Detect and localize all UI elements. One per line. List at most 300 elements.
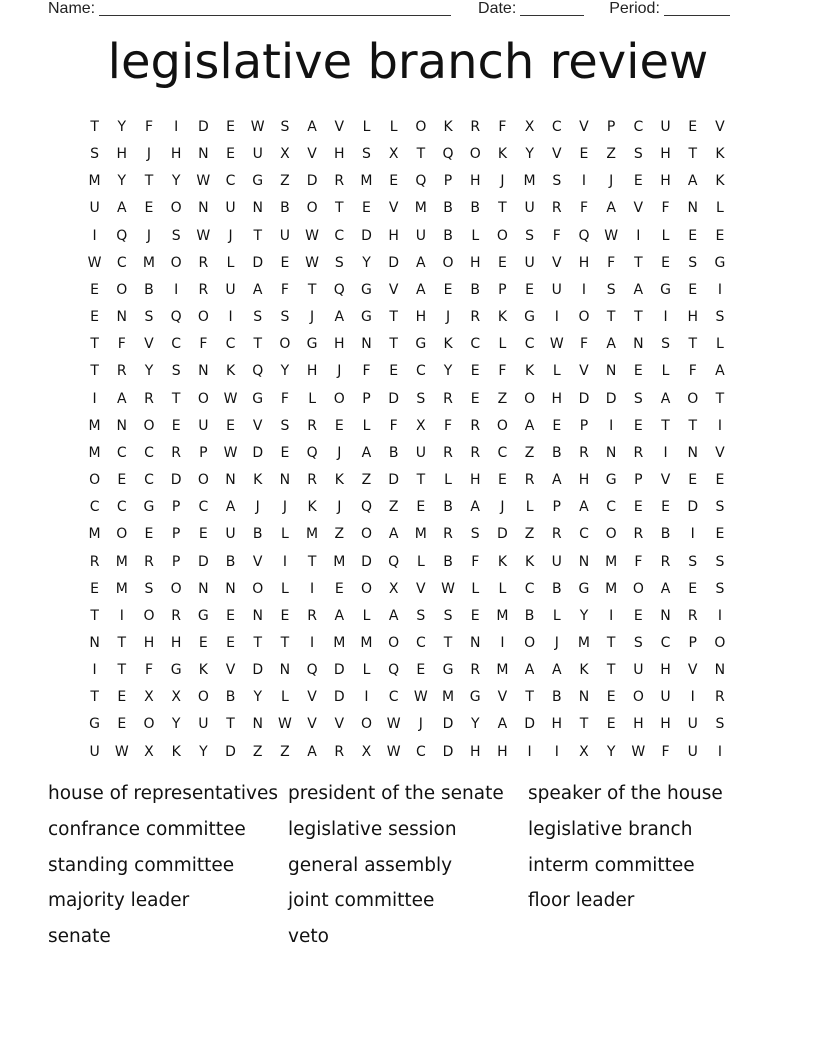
grid-letter[interactable]: D — [225, 743, 236, 760]
grid-letter[interactable]: X — [579, 743, 589, 760]
grid-letter[interactable]: X — [524, 119, 535, 135]
grid-letter[interactable]: C — [116, 499, 127, 516]
grid-letter[interactable]: B — [551, 444, 562, 461]
grid-letter[interactable]: P — [199, 444, 208, 461]
grid-letter[interactable]: P — [362, 390, 371, 407]
grid-letter[interactable]: L — [281, 689, 289, 706]
grid-letter[interactable]: N — [116, 417, 128, 434]
grid-letter[interactable]: W — [305, 254, 320, 271]
grid-letter[interactable]: H — [660, 662, 671, 679]
grid-letter[interactable]: X — [416, 417, 426, 434]
grid-letter[interactable]: S — [334, 254, 344, 271]
grid-letter[interactable]: W — [114, 743, 129, 760]
grid-letter[interactable]: L — [498, 336, 507, 353]
grid-letter[interactable]: T — [715, 390, 725, 407]
grid-letter[interactable]: T — [606, 309, 616, 326]
grid-letter[interactable]: V — [144, 336, 154, 353]
grid-letter[interactable]: U — [89, 200, 100, 217]
grid-letter[interactable]: C — [144, 472, 154, 489]
grid-letter[interactable]: I — [119, 607, 124, 624]
grid-letter[interactable]: V — [252, 417, 263, 434]
grid-letter[interactable]: D — [361, 553, 372, 570]
grid-letter[interactable]: S — [661, 336, 670, 353]
grid-letter[interactable]: R — [171, 607, 182, 624]
grid-letter[interactable]: W — [441, 580, 455, 597]
grid-letter[interactable]: N — [116, 309, 128, 326]
grid-letter[interactable]: L — [552, 363, 561, 380]
grid-letter[interactable]: O — [143, 716, 155, 733]
grid-letter[interactable]: T — [606, 634, 616, 651]
grid-letter[interactable]: E — [280, 254, 290, 271]
grid-letter[interactable]: A — [687, 173, 698, 190]
grid-letter[interactable]: T — [307, 553, 317, 570]
grid-letter[interactable]: V — [715, 119, 725, 135]
grid-letter[interactable]: H — [170, 146, 182, 163]
grid-letter[interactable]: G — [524, 309, 536, 326]
grid-letter[interactable]: V — [687, 662, 698, 679]
grid-letter[interactable]: J — [337, 363, 342, 380]
grid-letter[interactable]: E — [171, 417, 181, 434]
grid-letter[interactable]: X — [144, 743, 154, 760]
grid-letter[interactable]: I — [609, 417, 614, 434]
grid-letter[interactable]: L — [362, 662, 371, 679]
grid-letter[interactable]: G — [197, 607, 209, 624]
grid-letter[interactable]: H — [660, 173, 671, 190]
grid-letter[interactable]: A — [524, 662, 535, 679]
grid-letter[interactable]: O — [143, 417, 155, 434]
grid-letter[interactable]: A — [225, 499, 236, 516]
grid-letter[interactable]: E — [633, 173, 643, 190]
grid-letter[interactable]: G — [252, 390, 264, 407]
grid-letter[interactable]: K — [525, 363, 535, 380]
grid-letter[interactable]: F — [498, 119, 507, 135]
grid-letter[interactable]: W — [604, 227, 619, 244]
grid-letter[interactable]: Z — [388, 499, 399, 516]
grid-letter[interactable]: M — [605, 580, 618, 597]
grid-letter[interactable]: B — [280, 200, 290, 217]
grid-letter[interactable]: W — [305, 227, 320, 244]
grid-letter[interactable]: P — [171, 499, 181, 516]
grid-letter[interactable]: F — [471, 553, 480, 570]
grid-letter[interactable]: J — [554, 634, 559, 651]
grid-letter[interactable]: E — [633, 607, 643, 624]
grid-letter[interactable]: E — [606, 716, 616, 733]
grid-letter[interactable]: X — [388, 146, 399, 163]
grid-letter[interactable]: F — [579, 200, 588, 217]
grid-letter[interactable]: A — [524, 417, 535, 434]
grid-letter[interactable]: F — [280, 390, 289, 407]
grid-letter[interactable]: R — [307, 472, 317, 489]
grid-letter[interactable]: R — [307, 607, 317, 624]
grid-letter[interactable]: S — [688, 553, 698, 570]
grid-letter[interactable]: H — [578, 254, 590, 271]
grid-letter[interactable]: R — [551, 200, 562, 217]
grid-letter[interactable]: I — [500, 634, 505, 651]
grid-letter[interactable]: G — [605, 472, 617, 489]
grid-letter[interactable]: I — [690, 689, 695, 706]
grid-letter[interactable]: F — [199, 336, 208, 353]
grid-letter[interactable]: Y — [144, 363, 154, 380]
grid-letter[interactable]: T — [688, 146, 697, 163]
grid-letter[interactable]: M — [333, 553, 346, 570]
grid-letter[interactable]: R — [633, 444, 644, 461]
grid-letter[interactable]: O — [197, 689, 209, 706]
grid-letter[interactable]: E — [144, 526, 154, 543]
grid-letter[interactable]: Y — [362, 254, 371, 271]
grid-letter[interactable]: Q — [170, 309, 182, 326]
grid-letter[interactable]: B — [252, 526, 263, 543]
grid-letter[interactable]: M — [306, 526, 319, 543]
grid-letter[interactable]: F — [444, 417, 453, 434]
grid-letter[interactable]: Z — [280, 743, 290, 760]
grid-letter[interactable]: S — [525, 227, 535, 244]
grid-letter[interactable]: O — [306, 200, 318, 217]
grid-letter[interactable]: U — [89, 743, 100, 760]
grid-letter[interactable]: H — [334, 146, 345, 163]
grid-letter[interactable]: L — [308, 390, 316, 407]
grid-letter[interactable]: Q — [415, 173, 427, 190]
grid-letter[interactable]: K — [497, 553, 507, 570]
grid-letter[interactable]: D — [197, 553, 209, 570]
grid-letter[interactable]: V — [388, 200, 399, 217]
grid-letter[interactable]: T — [171, 390, 181, 407]
grid-letter[interactable]: Z — [361, 472, 372, 489]
grid-letter[interactable]: L — [552, 607, 561, 624]
grid-letter[interactable]: T — [117, 662, 127, 679]
grid-letter[interactable]: T — [90, 363, 99, 380]
grid-letter[interactable]: D — [333, 689, 345, 706]
grid-letter[interactable]: D — [306, 173, 318, 190]
grid-letter[interactable]: X — [280, 146, 290, 163]
grid-letter[interactable]: H — [143, 634, 155, 651]
grid-letter[interactable]: H — [306, 363, 318, 380]
grid-letter[interactable]: R — [470, 417, 481, 434]
grid-letter[interactable]: W — [196, 173, 211, 190]
grid-letter[interactable]: Y — [470, 716, 480, 733]
grid-letter[interactable]: T — [579, 716, 589, 733]
grid-letter[interactable]: E — [633, 363, 643, 380]
grid-letter[interactable]: U — [524, 200, 535, 217]
grid-letter[interactable]: S — [171, 363, 181, 380]
grid-letter[interactable]: A — [334, 309, 345, 326]
grid-letter[interactable]: S — [144, 580, 154, 597]
grid-letter[interactable]: S — [280, 119, 290, 135]
grid-letter[interactable]: F — [552, 227, 561, 244]
grid-letter[interactable]: E — [497, 254, 507, 271]
grid-letter[interactable]: C — [633, 119, 644, 135]
grid-letter[interactable]: C — [660, 634, 671, 651]
grid-letter[interactable]: J — [337, 444, 342, 461]
grid-letter[interactable]: Q — [333, 281, 345, 298]
grid-letter[interactable]: S — [552, 173, 562, 190]
grid-letter[interactable]: D — [524, 716, 535, 733]
grid-letter[interactable]: T — [335, 200, 344, 217]
grid-letter[interactable]: N — [578, 689, 590, 706]
grid-letter[interactable]: O — [687, 390, 699, 407]
grid-letter[interactable]: O — [170, 254, 182, 271]
grid-letter[interactable]: O — [388, 634, 400, 651]
grid-letter[interactable]: T — [144, 173, 154, 190]
grid-letter[interactable]: A — [715, 363, 725, 380]
grid-letter[interactable]: R — [470, 309, 481, 326]
grid-letter[interactable]: T — [307, 281, 317, 298]
grid-letter[interactable]: V — [551, 146, 562, 163]
grid-letter[interactable]: F — [144, 119, 153, 135]
grid-letter[interactable]: P — [688, 634, 697, 651]
grid-letter[interactable]: C — [116, 254, 127, 271]
grid-letter[interactable]: E — [416, 662, 426, 679]
grid-letter[interactable]: E — [552, 417, 562, 434]
grid-letter[interactable]: H — [334, 336, 345, 353]
grid-letter[interactable]: H — [469, 743, 481, 760]
grid-letter[interactable]: Q — [578, 227, 590, 244]
grid-letter[interactable]: L — [362, 607, 371, 624]
grid-letter[interactable]: V — [416, 580, 426, 597]
grid-letter[interactable]: P — [498, 281, 507, 298]
grid-letter[interactable]: I — [92, 227, 97, 244]
period-field[interactable] — [664, 0, 730, 16]
grid-letter[interactable]: S — [688, 254, 698, 271]
grid-letter[interactable]: A — [388, 607, 399, 624]
grid-letter[interactable]: A — [116, 200, 127, 217]
grid-letter[interactable]: W — [277, 716, 292, 733]
grid-letter[interactable]: H — [388, 227, 399, 244]
grid-letter[interactable]: X — [171, 689, 181, 706]
grid-letter[interactable]: P — [634, 472, 643, 489]
grid-letter[interactable]: J — [228, 227, 233, 244]
grid-letter[interactable]: O — [496, 417, 508, 434]
grid-letter[interactable]: H — [633, 716, 644, 733]
grid-letter[interactable]: A — [388, 526, 399, 543]
grid-letter[interactable]: J — [445, 309, 451, 326]
grid-letter[interactable]: J — [282, 499, 287, 516]
grid-letter[interactable]: Z — [280, 173, 290, 190]
grid-letter[interactable]: C — [171, 336, 182, 353]
grid-letter[interactable]: N — [605, 444, 617, 461]
grid-letter[interactable]: H — [170, 634, 182, 651]
grid-letter[interactable]: H — [497, 743, 508, 760]
grid-letter[interactable]: R — [715, 689, 725, 706]
grid-letter[interactable]: W — [87, 254, 102, 271]
grid-letter[interactable]: F — [579, 336, 588, 353]
grid-letter[interactable]: W — [549, 336, 564, 353]
grid-letter[interactable]: B — [524, 607, 535, 624]
grid-letter[interactable]: N — [198, 580, 209, 597]
grid-letter[interactable]: O — [143, 607, 155, 624]
grid-letter[interactable]: O — [252, 580, 264, 597]
grid-letter[interactable]: Y — [443, 363, 453, 380]
grid-letter[interactable]: V — [252, 553, 263, 570]
grid-letter[interactable]: V — [660, 472, 671, 489]
grid-letter[interactable]: N — [469, 634, 481, 651]
grid-letter[interactable]: K — [253, 472, 263, 489]
grid-letter[interactable]: E — [715, 227, 725, 244]
grid-letter[interactable]: R — [660, 553, 671, 570]
grid-letter[interactable]: L — [471, 580, 480, 597]
grid-letter[interactable]: U — [660, 119, 671, 135]
grid-letter[interactable]: M — [88, 526, 101, 543]
grid-letter[interactable]: A — [416, 254, 426, 271]
grid-letter[interactable]: O — [442, 254, 454, 271]
grid-letter[interactable]: X — [361, 743, 372, 760]
grid-letter[interactable]: Z — [497, 390, 508, 407]
grid-letter[interactable]: D — [388, 254, 400, 271]
grid-letter[interactable]: C — [551, 119, 562, 135]
grid-letter[interactable]: A — [334, 607, 345, 624]
grid-letter[interactable]: F — [498, 363, 507, 380]
grid-letter[interactable]: D — [197, 119, 209, 135]
grid-letter[interactable]: B — [443, 499, 453, 516]
grid-letter[interactable]: Q — [116, 227, 128, 244]
grid-letter[interactable]: I — [174, 119, 179, 135]
grid-letter[interactable]: N — [633, 336, 644, 353]
grid-letter[interactable]: V — [579, 363, 589, 380]
grid-letter[interactable]: X — [144, 689, 154, 706]
grid-letter[interactable]: N — [225, 580, 236, 597]
grid-letter[interactable]: T — [416, 472, 426, 489]
grid-letter[interactable]: V — [307, 716, 317, 733]
grid-letter[interactable]: T — [90, 689, 99, 706]
grid-letter[interactable]: E — [497, 472, 507, 489]
grid-letter[interactable]: E — [579, 146, 589, 163]
grid-letter[interactable]: N — [687, 444, 698, 461]
grid-letter[interactable]: K — [715, 146, 725, 163]
grid-letter[interactable]: E — [226, 417, 235, 434]
grid-letter[interactable]: I — [636, 227, 641, 244]
grid-letter[interactable]: K — [443, 336, 453, 353]
grid-letter[interactable]: D — [687, 499, 699, 516]
grid-letter[interactable]: D — [170, 472, 182, 489]
grid-letter[interactable]: G — [714, 254, 726, 271]
grid-letter[interactable]: V — [388, 281, 399, 298]
grid-letter[interactable]: N — [714, 662, 726, 679]
grid-letter[interactable]: M — [496, 607, 509, 624]
grid-letter[interactable]: U — [687, 716, 698, 733]
grid-letter[interactable]: N — [660, 607, 671, 624]
grid-letter[interactable]: O — [170, 580, 182, 597]
grid-letter[interactable]: E — [633, 499, 643, 516]
grid-letter[interactable]: D — [497, 526, 508, 543]
grid-letter[interactable]: A — [470, 499, 480, 516]
grid-letter[interactable]: R — [171, 444, 182, 461]
grid-letter[interactable]: O — [333, 390, 345, 407]
grid-letter[interactable]: S — [715, 553, 725, 570]
grid-letter[interactable]: S — [715, 309, 725, 326]
grid-letter[interactable]: A — [416, 281, 426, 298]
grid-letter[interactable]: B — [551, 689, 562, 706]
grid-letter[interactable]: Q — [306, 662, 318, 679]
grid-letter[interactable]: Z — [524, 444, 535, 461]
grid-letter[interactable]: S — [633, 146, 643, 163]
grid-letter[interactable]: W — [413, 689, 428, 706]
grid-letter[interactable]: V — [307, 146, 317, 163]
grid-letter[interactable]: G — [143, 499, 155, 516]
grid-letter[interactable]: O — [89, 472, 101, 489]
grid-letter[interactable]: O — [496, 227, 508, 244]
grid-letter[interactable]: S — [715, 716, 725, 733]
grid-letter[interactable]: D — [442, 716, 454, 733]
grid-letter[interactable]: I — [717, 417, 722, 434]
grid-letter[interactable]: V — [225, 662, 236, 679]
grid-letter[interactable]: B — [388, 444, 399, 461]
grid-letter[interactable]: L — [661, 363, 670, 380]
grid-letter[interactable]: U — [524, 254, 535, 271]
grid-letter[interactable]: N — [279, 472, 291, 489]
grid-letter[interactable]: N — [605, 363, 617, 380]
grid-letter[interactable]: N — [225, 472, 236, 489]
grid-letter[interactable]: C — [225, 173, 236, 190]
grid-letter[interactable]: A — [606, 200, 616, 217]
grid-letter[interactable]: T — [90, 607, 99, 624]
grid-letter[interactable]: D — [361, 227, 372, 244]
grid-letter[interactable]: C — [470, 336, 481, 353]
grid-letter[interactable]: S — [633, 390, 643, 407]
grid-letter[interactable]: E — [470, 363, 480, 380]
grid-letter[interactable]: S — [470, 526, 480, 543]
grid-letter[interactable]: L — [525, 499, 534, 516]
grid-letter[interactable]: E — [715, 526, 725, 543]
grid-letter[interactable]: D — [388, 390, 400, 407]
grid-letter[interactable]: K — [334, 472, 344, 489]
grid-letter[interactable]: R — [198, 281, 209, 298]
grid-letter[interactable]: S — [606, 281, 616, 298]
grid-letter[interactable]: J — [255, 499, 260, 516]
grid-letter[interactable]: N — [89, 634, 100, 651]
grid-letter[interactable]: D — [333, 662, 345, 679]
grid-letter[interactable]: D — [252, 254, 264, 271]
grid-letter[interactable]: X — [388, 580, 399, 597]
grid-letter[interactable]: M — [496, 662, 509, 679]
grid-letter[interactable]: H — [116, 146, 128, 163]
grid-letter[interactable]: Z — [524, 526, 535, 543]
grid-letter[interactable]: S — [280, 309, 290, 326]
grid-letter[interactable]: F — [688, 363, 697, 380]
grid-letter[interactable]: Y — [171, 173, 181, 190]
grid-letter[interactable]: Z — [334, 526, 345, 543]
grid-letter[interactable]: E — [661, 254, 670, 271]
grid-letter[interactable]: S — [416, 607, 426, 624]
grid-letter[interactable]: V — [307, 689, 317, 706]
grid-letter[interactable]: O — [197, 472, 209, 489]
grid-letter[interactable]: L — [362, 119, 371, 135]
grid-letter[interactable]: S — [633, 634, 643, 651]
grid-letter[interactable]: E — [90, 580, 100, 597]
grid-letter[interactable]: N — [198, 363, 209, 380]
grid-letter[interactable]: A — [497, 716, 508, 733]
grid-letter[interactable]: L — [362, 417, 371, 434]
name-field[interactable] — [99, 0, 451, 16]
grid-letter[interactable]: J — [146, 227, 152, 244]
grid-letter[interactable]: Q — [252, 363, 264, 380]
grid-letter[interactable]: O — [524, 634, 536, 651]
grid-letter[interactable]: R — [334, 173, 345, 190]
grid-letter[interactable]: O — [469, 146, 481, 163]
grid-letter[interactable]: E — [416, 499, 426, 516]
grid-letter[interactable]: A — [606, 336, 616, 353]
grid-letter[interactable]: G — [361, 309, 372, 326]
grid-letter[interactable]: H — [469, 254, 481, 271]
grid-letter[interactable]: O — [360, 526, 372, 543]
grid-letter[interactable]: W — [386, 716, 401, 733]
grid-letter[interactable]: L — [226, 254, 235, 271]
grid-letter[interactable]: E — [117, 716, 127, 733]
grid-letter[interactable]: C — [415, 363, 426, 380]
grid-letter[interactable]: E — [334, 580, 344, 597]
grid-letter[interactable]: R — [443, 526, 453, 543]
grid-letter[interactable]: S — [416, 390, 426, 407]
grid-letter[interactable]: G — [415, 336, 427, 353]
grid-letter[interactable]: E — [688, 580, 698, 597]
